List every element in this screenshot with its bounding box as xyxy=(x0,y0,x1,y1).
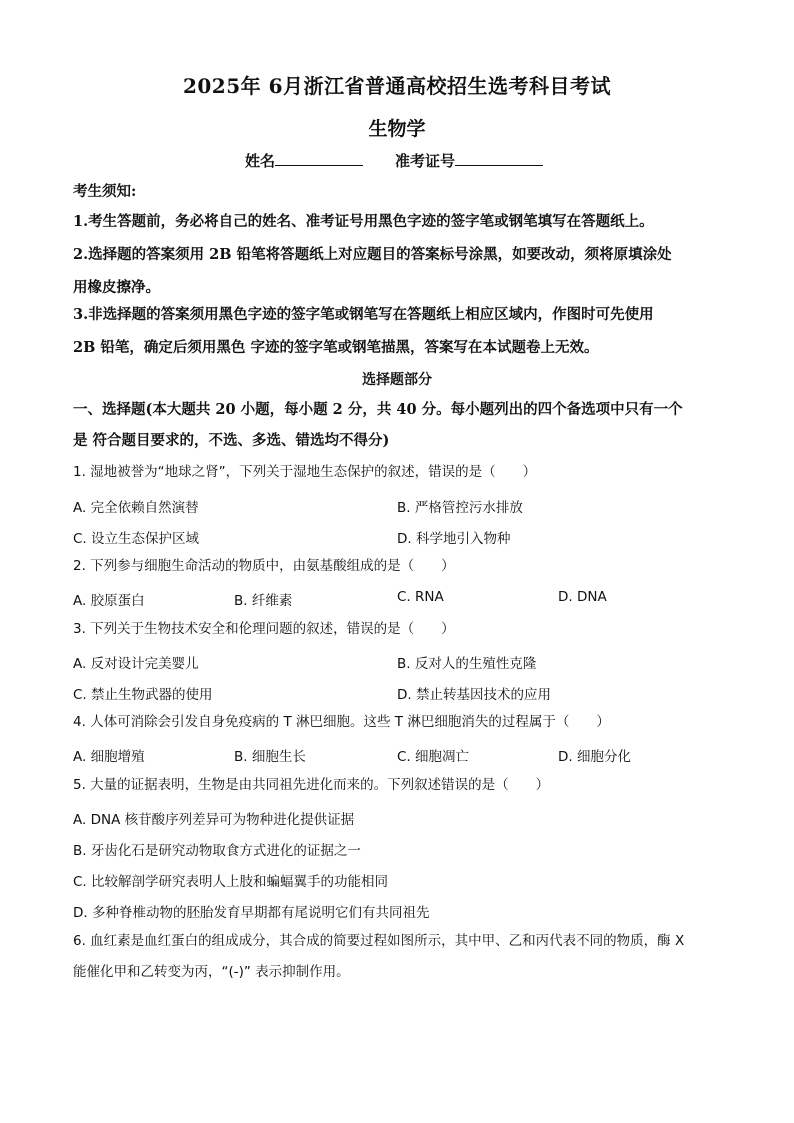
exam-number-label: 准考证号 xyxy=(395,152,456,170)
question-option: D. DNA xyxy=(558,589,607,605)
question-option: B. 牙齿化石是研究动物取食方式进化的证据之一 xyxy=(73,843,361,859)
notice-item: 1.考生答题前，务必将自己的姓名、准考证号用黑色字迹的签字笔或钢笔填写在答题纸上。 xyxy=(73,213,654,230)
question-option: B. 纤维素 xyxy=(234,593,293,609)
subject-title: 生物学 xyxy=(368,118,426,140)
notice-item: 3.非选择题的答案须用黑色字迹的签字笔或钢笔写在答题纸上相应区域内，作图时可先使用 xyxy=(73,306,654,323)
question-option: C. 禁止生物武器的使用 xyxy=(73,687,213,703)
question-option: D. 多种脊椎动物的胚胎发育早期都有尾说明它们有共同祖先 xyxy=(73,905,430,921)
question-option: C. 比较解剖学研究表明人上肢和蝙蝠翼手的功能相同 xyxy=(73,874,389,890)
question-option: B. 细胞生长 xyxy=(234,749,306,765)
question-option: A. 胶原蛋白 xyxy=(73,593,145,609)
section-intro: 一、选择题(本大题共 20 小题，每小题 2 分，共 40 分。每小题列出的四个备选项中只有一个 xyxy=(73,401,683,418)
question-option: A. 完全依赖自然演替 xyxy=(73,500,199,516)
candidate-info-line xyxy=(245,150,543,171)
exam-title: 2025年 6月浙江省普通高校招生选考科目考试 xyxy=(182,74,612,98)
question-option: C. RNA xyxy=(397,589,444,605)
question-option: C. 设立生态保护区域 xyxy=(73,531,200,547)
question-option: B. 反对人的生殖性克隆 xyxy=(397,656,537,672)
question-stem: 1. 湿地被誉为“地球之肾”，下列关于湿地生态保护的叙述，错误的是（ ） xyxy=(73,464,537,480)
section-title: 选择题部分 xyxy=(362,372,432,388)
notice-heading: 考生须知: xyxy=(73,183,137,200)
question-stem: 5. 大量的证据表明，生物是由共同祖先进化而来的。下列叙述错误的是（ ） xyxy=(73,777,550,793)
question-option: C. 细胞凋亡 xyxy=(397,749,470,765)
name-blank xyxy=(275,151,363,166)
notice-item: 2.选择题的答案须用 2B 铅笔将答题纸上对应题目的答案标号涂黑，如要改动，须将原填涂处 xyxy=(73,246,672,263)
question-stem: 3. 下列关于生物技术安全和伦理问题的叙述，错误的是（ ） xyxy=(73,621,455,637)
question-option: B. 严格管控污水排放 xyxy=(397,500,523,516)
exam-number-blank xyxy=(455,151,543,166)
question-stem: 能催化甲和乙转变为丙，“(-)” 表示抑制作用。 xyxy=(73,964,350,980)
question-stem: 4. 人体可消除会引发自身免疫病的 T 淋巴细胞。这些 T 淋巴细胞消失的过程属于（ ） xyxy=(73,714,610,730)
question-option: A. 反对设计完美婴儿 xyxy=(73,656,199,672)
section-intro: 是 符合题目要求的，不选、多选、错选均不得分) xyxy=(73,432,390,449)
question-stem: 2. 下列参与细胞生命活动的物质中，由氨基酸组成的是（ ） xyxy=(73,558,455,574)
question-option: D. 禁止转基因技术的应用 xyxy=(397,687,551,703)
notice-item: 2B 铅笔，确定后须用黑色 字迹的签字笔或钢笔描黑，答案写在本试题卷上无效。 xyxy=(73,339,599,356)
name-label: 姓名 xyxy=(245,152,276,170)
question-option: A. 细胞增殖 xyxy=(73,749,145,765)
notice-item: 用橡皮擦净。 xyxy=(73,279,160,296)
question-option: D. 细胞分化 xyxy=(558,749,631,765)
question-option: D. 科学地引入物种 xyxy=(397,531,511,547)
question-option: A. DNA 核苷酸序列差异可为物种进化提供证据 xyxy=(73,812,355,828)
question-stem: 6. 血红素是血红蛋白的组成成分，其合成的简要过程如图所示，其中甲、乙和丙代表不同的物质，酶 X xyxy=(73,933,685,949)
